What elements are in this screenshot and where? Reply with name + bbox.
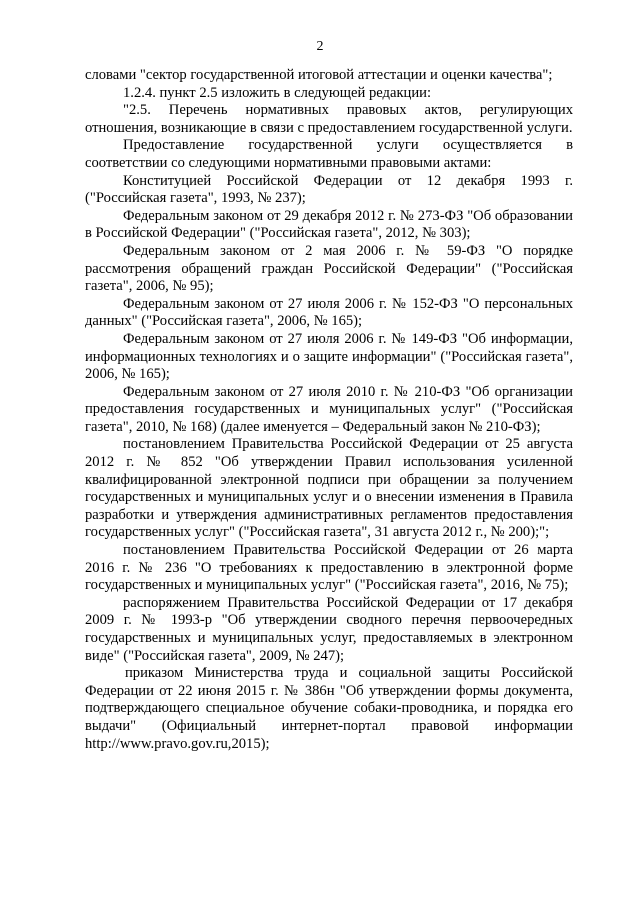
paragraph-intro-acts: Предоставление государственной услуги осуществляется в соответствии со следующими нормативными правовыми актами: [85, 137, 573, 171]
paragraph-decree-236: постановлением Правительства Российской Федерации от 26 марта 2016 г. № 236 "О требованиях к предоставлению в электронной форме государственных и муниципальных услуг" ("Российская газета", 2016, № 75); [85, 542, 573, 594]
paragraph-continuation: словами "сектор государственной итоговой аттестации и оценки качества"; [85, 67, 553, 83]
paragraph-item-1-2-4: 1.2.4. пункт 2.5 изложить в следующей редакции: [123, 84, 432, 101]
paragraph-order-386: приказом Министерства труда и социальной защиты Российской Федерации от 22 июня 2015 г. № 386н "Об утверждении формы документа, подтверждающего специальное обучение собаки-проводника, и порядка его выдачи" (Официальный интернет-портал правовой информации http://www.pravo.gov.ru,2015); [85, 665, 573, 752]
document-body [85, 67, 573, 753]
paragraph-law-152: Федеральным законом от 27 июля 2006 г. № 152-ФЗ "О персональных данных" ("Российская газета", 2006, № 165); [85, 295, 573, 330]
paragraph-order-1993: распоряжением Правительства Российской Федерации от 17 декабря 2009 г. № 1993-р "Об утверждении сводного перечня первоочередных государственных и муниципальных услуг, предоставляемых в электронном виде" ("Российская газета", 2009, № 247); [85, 594, 573, 664]
paragraph-law-59: Федеральным законом от 2 мая 2006 г. № 59-ФЗ "О порядке рассмотрения обращений граждан Российской Федерации" ("Российская газета", 2006, № 95); [85, 242, 573, 295]
paragraph-constitution: Конституцией Российской Федерации от 12 декабря 1993 г. ("Российская газета", 1993, № 237); [85, 172, 573, 207]
paragraph-clause-2-5: "2.5. Перечень нормативных правовых актов, регулирующих отношения, возникающие в связи с предоставлением государственной услуги. [85, 102, 573, 136]
paragraph-decree-852: постановлением Правительства Российской Федерации от 25 августа 2012 г. № 852 "Об утверждении Правил использования усиленной квалифицированной электронной подписи при обращении за получением государственных и муниципальных услуг и о внесении изменения в Правила разработки и утверждения административных регламентов предоставления государственных услуг" ("Российская газета", 31 августа 2012 г., № 200);"; [85, 436, 573, 541]
paragraph-law-273: Федеральным законом от 29 декабря 2012 г. № 273-ФЗ "Об образовании в Российской Федерации" ("Российская газета", 2012, № 303); [85, 207, 573, 242]
page-number: 2 [316, 39, 324, 54]
paragraph-law-210: Федеральным законом от 27 июля 2010 г. № 210-ФЗ "Об организации предоставления государственных и муниципальных услуг" ("Российская газета", 2010, № 168) (далее именуется – Федеральный закон № 210-ФЗ); [85, 383, 573, 435]
paragraph-law-149: Федеральным законом от 27 июля 2006 г. № 149-ФЗ "Об информации, информационных технологиях и о защите информации" ("Российская газета", 2006, № 165); [85, 330, 573, 383]
